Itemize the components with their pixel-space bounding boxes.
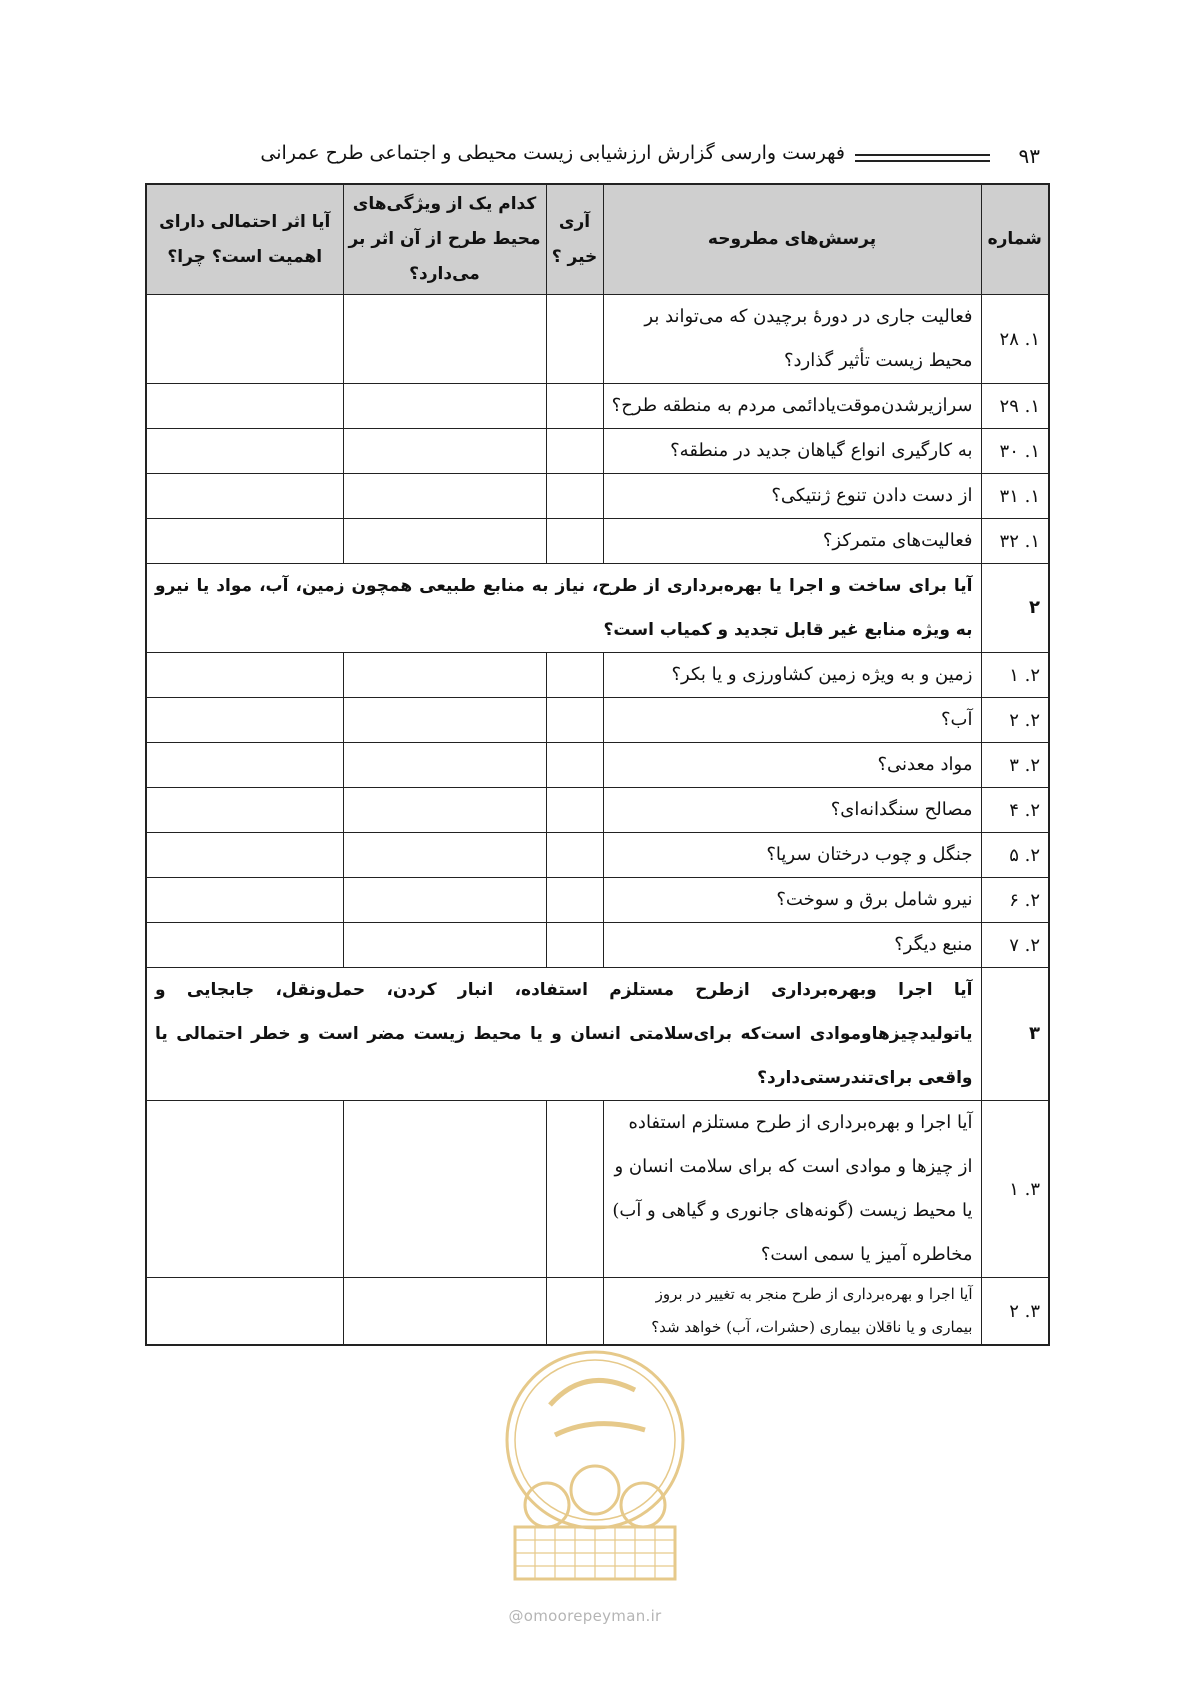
row-number: ۱. ۲۸ — [981, 295, 1049, 384]
question-cell: فعالیت‌های متمرکز؟ — [603, 519, 981, 564]
table-row — [146, 878, 1049, 923]
row-number: ۲. ۳ — [981, 743, 1049, 788]
row-number: ۳. ۲ — [981, 1278, 1049, 1346]
yes-no-cell[interactable] — [546, 1101, 603, 1278]
feature-cell[interactable] — [343, 788, 546, 833]
feature-cell[interactable] — [343, 1101, 546, 1278]
question-cell: نیرو شامل برق و سوخت؟ — [603, 878, 981, 923]
row-number: ۲ — [981, 564, 1049, 653]
watermark-site: @omoorepeyman.ir — [508, 1607, 662, 1625]
table-row — [146, 698, 1049, 743]
row-number: ۳. ۱ — [981, 1101, 1049, 1278]
significance-cell[interactable] — [146, 384, 343, 429]
feature-cell[interactable] — [343, 295, 546, 384]
question-cell: جنگل و چوب درختان سرپا؟ — [603, 833, 981, 878]
significance-cell[interactable] — [146, 429, 343, 474]
yes-no-cell[interactable] — [546, 1278, 603, 1346]
significance-cell[interactable] — [146, 878, 343, 923]
yes-no-cell[interactable] — [546, 788, 603, 833]
significance-cell[interactable] — [146, 1101, 343, 1278]
table-row — [146, 788, 1049, 833]
row-number: ۲. ۴ — [981, 788, 1049, 833]
question-cell: به کارگیری انواع گیاهان جدید در منطقه؟ — [603, 429, 981, 474]
feature-cell[interactable] — [343, 833, 546, 878]
section-row — [146, 564, 1049, 653]
feature-cell[interactable] — [343, 429, 546, 474]
significance-cell[interactable] — [146, 295, 343, 384]
feature-cell[interactable] — [343, 743, 546, 788]
table-header-row — [146, 184, 1049, 295]
table-row — [146, 923, 1049, 968]
question-cell: سرازیرشدن‌موقت‌یادائمی مردم به منطقه طرح؟ — [603, 384, 981, 429]
significance-cell[interactable] — [146, 743, 343, 788]
yes-no-cell[interactable] — [546, 295, 603, 384]
feature-cell[interactable] — [343, 923, 546, 968]
row-number: ۱. ۳۱ — [981, 474, 1049, 519]
yes-no-cell[interactable] — [546, 429, 603, 474]
table-row — [146, 1278, 1049, 1346]
yes-no-cell[interactable] — [546, 653, 603, 698]
table-row — [146, 743, 1049, 788]
checklist-table — [145, 183, 1050, 1346]
feature-cell[interactable] — [343, 384, 546, 429]
row-number: ۲. ۲ — [981, 698, 1049, 743]
significance-cell[interactable] — [146, 833, 343, 878]
row-number: ۲. ۷ — [981, 923, 1049, 968]
table-row — [146, 474, 1049, 519]
row-number: ۳ — [981, 968, 1049, 1101]
significance-cell[interactable] — [146, 788, 343, 833]
row-number: ۲. ۱ — [981, 653, 1049, 698]
feature-cell[interactable] — [343, 878, 546, 923]
significance-cell[interactable] — [146, 923, 343, 968]
column-header-number: شماره — [981, 184, 1049, 295]
header-title: فهرست وارسی گزارش ارزشیابی زیست محیطی و اجتماعی طرح عمرانی — [260, 142, 845, 164]
table-row — [146, 519, 1049, 564]
significance-cell[interactable] — [146, 698, 343, 743]
yes-no-cell[interactable] — [546, 519, 603, 564]
page-header — [175, 138, 1050, 178]
feature-cell[interactable] — [343, 653, 546, 698]
table-row — [146, 384, 1049, 429]
table-row — [146, 653, 1049, 698]
section-question: آیا برای ساخت و اجرا یا بهره‌برداری از طرح، نیاز به منابع طبیعی همچون زمین، آب، مواد یا نیرو به ویژه منابع غیر قابل تجدید و کمیاب است؟ — [146, 564, 981, 653]
yes-no-cell[interactable] — [546, 923, 603, 968]
question-cell: آیا اجرا و بهره‌برداری از طرح مستلزم استفاده از چیزها و موادی است که برای سلامت انسان و یا محیط زیست (گونه‌های جانوری و گیاهی و آب) مخاطره آمیز یا سمی است؟ — [603, 1101, 981, 1278]
column-header-significance: آیا اثر احتمالی دارای اهمیت است؟ چرا؟ — [146, 184, 343, 295]
column-header-feature: کدام یک از ویژگی‌های محیط طرح از آن اثر بر می‌دارد؟ — [343, 184, 546, 295]
feature-cell[interactable] — [343, 519, 546, 564]
significance-cell[interactable] — [146, 519, 343, 564]
header-rule — [855, 154, 990, 156]
question-cell: آیا اجرا و بهره‌برداری از طرح منجر به تغییر در بروز بیماری و یا ناقلان بیماری (حشرات، آب) خواهد شد؟ — [603, 1278, 981, 1346]
table-row — [146, 833, 1049, 878]
yes-no-cell[interactable] — [546, 743, 603, 788]
table-row — [146, 1101, 1049, 1278]
header-rule — [855, 160, 990, 162]
question-cell: مصالح سنگدانه‌ای؟ — [603, 788, 981, 833]
question-cell: منبع دیگر؟ — [603, 923, 981, 968]
row-number: ۱. ۳۰ — [981, 429, 1049, 474]
table-row — [146, 295, 1049, 384]
significance-cell[interactable] — [146, 1278, 343, 1346]
question-cell: فعالیت جاری در دورهٔ برچیدن که می‌تواند بر محیط زیست تأثیر گذارد؟ — [603, 295, 981, 384]
feature-cell[interactable] — [343, 698, 546, 743]
question-cell: زمین و به ویژه زمین کشاورزی و یا بکر؟ — [603, 653, 981, 698]
watermark-logo — [495, 1345, 695, 1590]
row-number: ۲. ۵ — [981, 833, 1049, 878]
table-row — [146, 429, 1049, 474]
page-number: ۹۳ — [1018, 144, 1040, 168]
section-question: آیا اجرا وبهره‌برداری ازطرح مستلزم استفاده، انبار کردن، حمل‌ونقل، جابجایی و یاتولیدچیزهاوموادی است‌که برای‌سلامتی انسان و یا محیط زیست مضر است و خطر احتمالی یا واقعی برای‌تندرستی‌دارد؟ — [146, 968, 981, 1101]
significance-cell[interactable] — [146, 474, 343, 519]
column-header-question: پرسش‌های مطروحه — [603, 184, 981, 295]
row-number: ۱. ۳۲ — [981, 519, 1049, 564]
feature-cell[interactable] — [343, 1278, 546, 1346]
row-number: ۲. ۶ — [981, 878, 1049, 923]
yes-no-cell[interactable] — [546, 833, 603, 878]
yes-no-cell[interactable] — [546, 878, 603, 923]
yes-no-cell[interactable] — [546, 384, 603, 429]
significance-cell[interactable] — [146, 653, 343, 698]
yes-no-cell[interactable] — [546, 474, 603, 519]
feature-cell[interactable] — [343, 474, 546, 519]
question-cell: مواد معدنی؟ — [603, 743, 981, 788]
column-header-yes-no: آری خیر ؟ — [546, 184, 603, 295]
section-row — [146, 968, 1049, 1101]
yes-no-cell[interactable] — [546, 698, 603, 743]
row-number: ۱. ۲۹ — [981, 384, 1049, 429]
question-cell: از دست دادن تنوع ژنتیکی؟ — [603, 474, 981, 519]
question-cell: آب؟ — [603, 698, 981, 743]
